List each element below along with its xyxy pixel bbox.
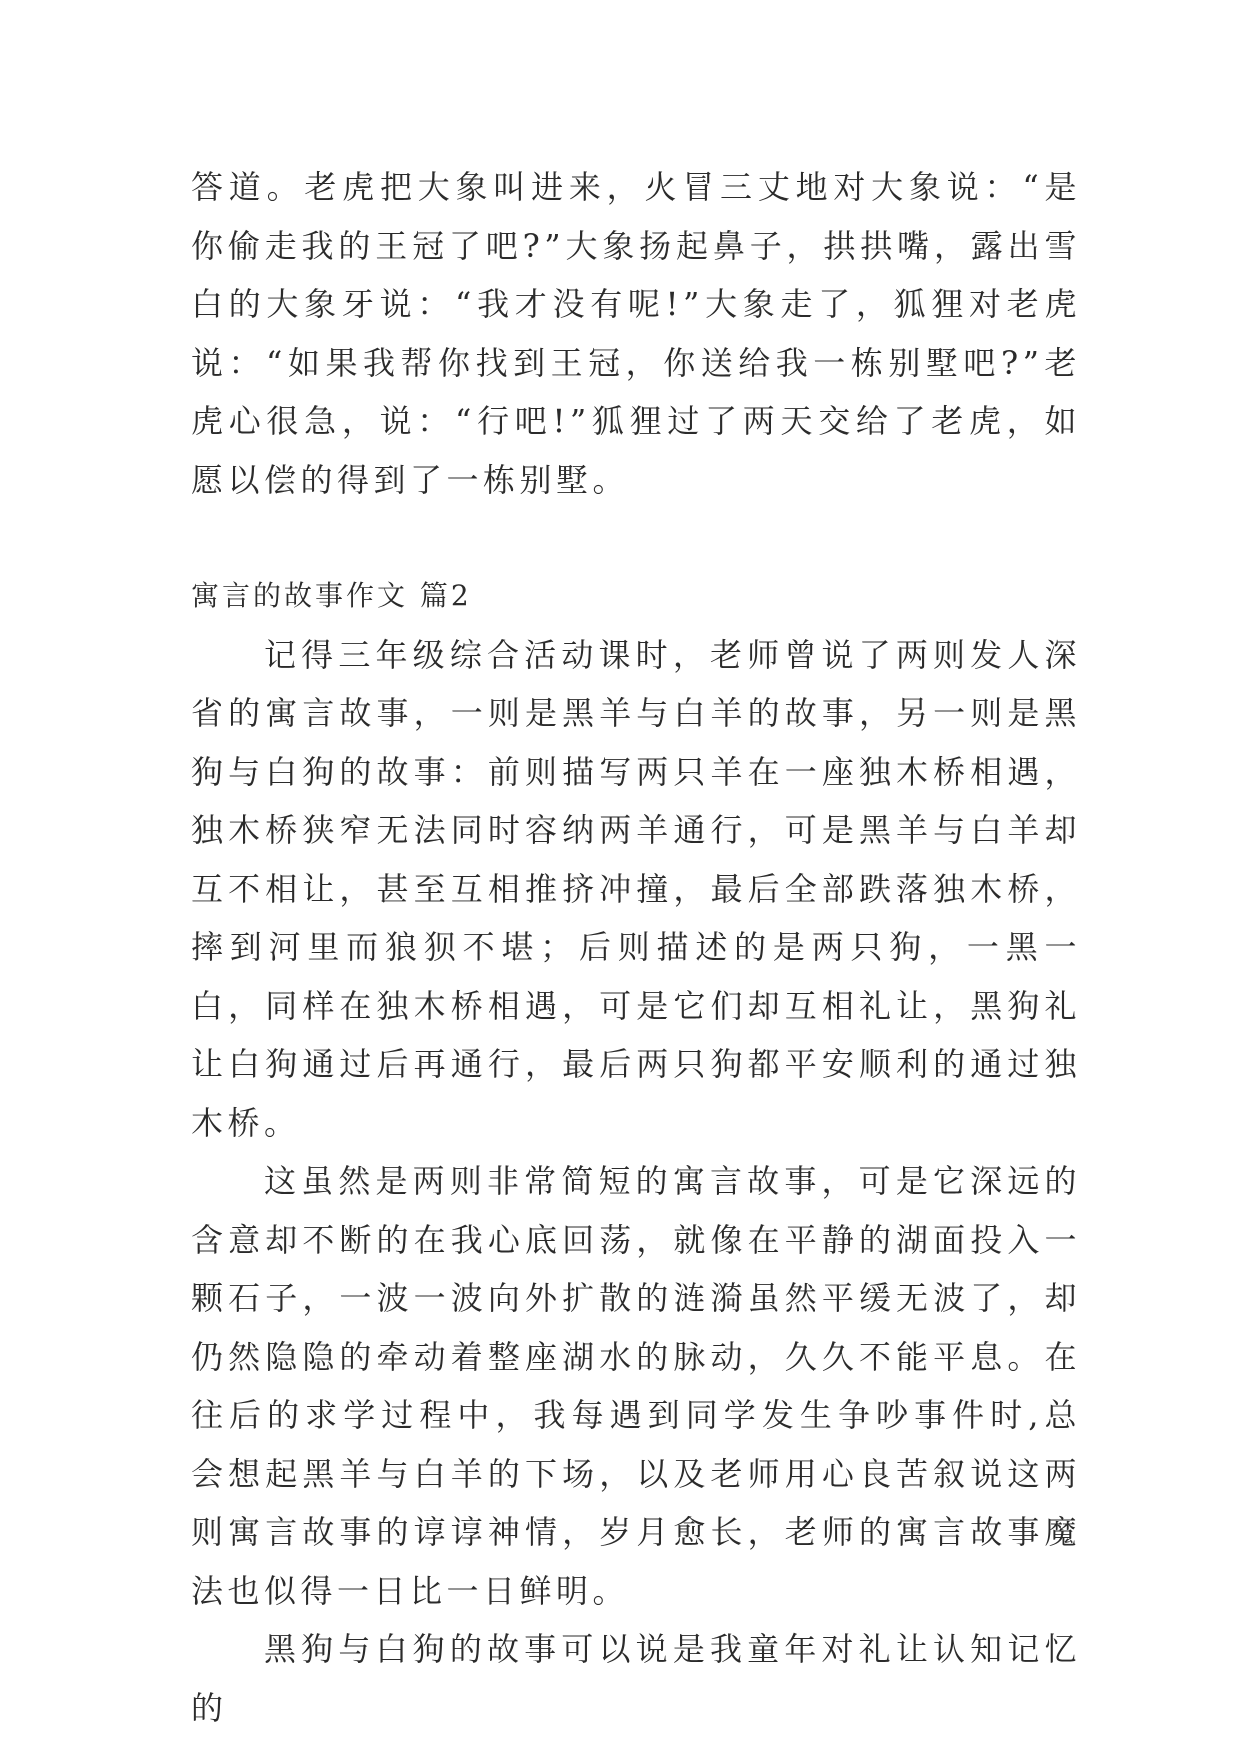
body-paragraph-2: 这虽然是两则非常简短的寓言故事，可是它深远的含意却不断的在我心底回荡，就像在平静的湖面投入一颗石子，一波一波向外扩散的涟漪虽然平缓无波了，却仍然隐隐的牵动着整座湖水的脉动，久久不能平息。在往后的求学过程中，我每遇到同学发生争吵事件时,总会想起黑羊与白羊的下场，以及老师用心良苦叙说这两则寓言故事的谆谆神情，岁月愈长，老师的寓言故事魔法也似得一日比一日鲜明。	[191, 1162, 1081, 1610]
section-heading: 寓言的故事作文 篇2	[191, 579, 472, 612]
document-body	[191, 158, 1081, 1737]
body-paragraph-1: 记得三年级综合活动课时，老师曾说了两则发人深省的寓言故事，一则是黑羊与白羊的故事，另一则是黑狗与白狗的故事：前则描写两只羊在一座独木桥相遇，独木桥狭窄无法同时容纳两羊通行，可是黑羊与白羊却互不相让，甚至互相推挤冲撞，最后全部跌落独木桥，摔到河里而狼狈不堪；后则描述的是两只狗，一黑一白，同样在独木桥相遇，可是它们却互相礼让，黑狗礼让白狗通过后再通行，最后两只狗都平安顺利的通过独木桥。	[191, 635, 1081, 1142]
continued-paragraph: 答道。老虎把大象叫进来，火冒三丈地对大象说：“是你偷走我的王冠了吧?”大象扬起鼻子，拱拱嘴，露出雪白的大象牙说：“我才没有呢!”大象走了，狐狸对老虎说：“如果我帮你找到王冠，你送给我一栋别墅吧?”老虎心很急，说：“行吧!”狐狸过了两天交给了老虎，如愿以偿的得到了一栋别墅。	[191, 168, 1081, 499]
body-paragraph-3: 黑狗与白狗的故事可以说是我童年对礼让认知记忆的	[191, 1630, 1081, 1727]
